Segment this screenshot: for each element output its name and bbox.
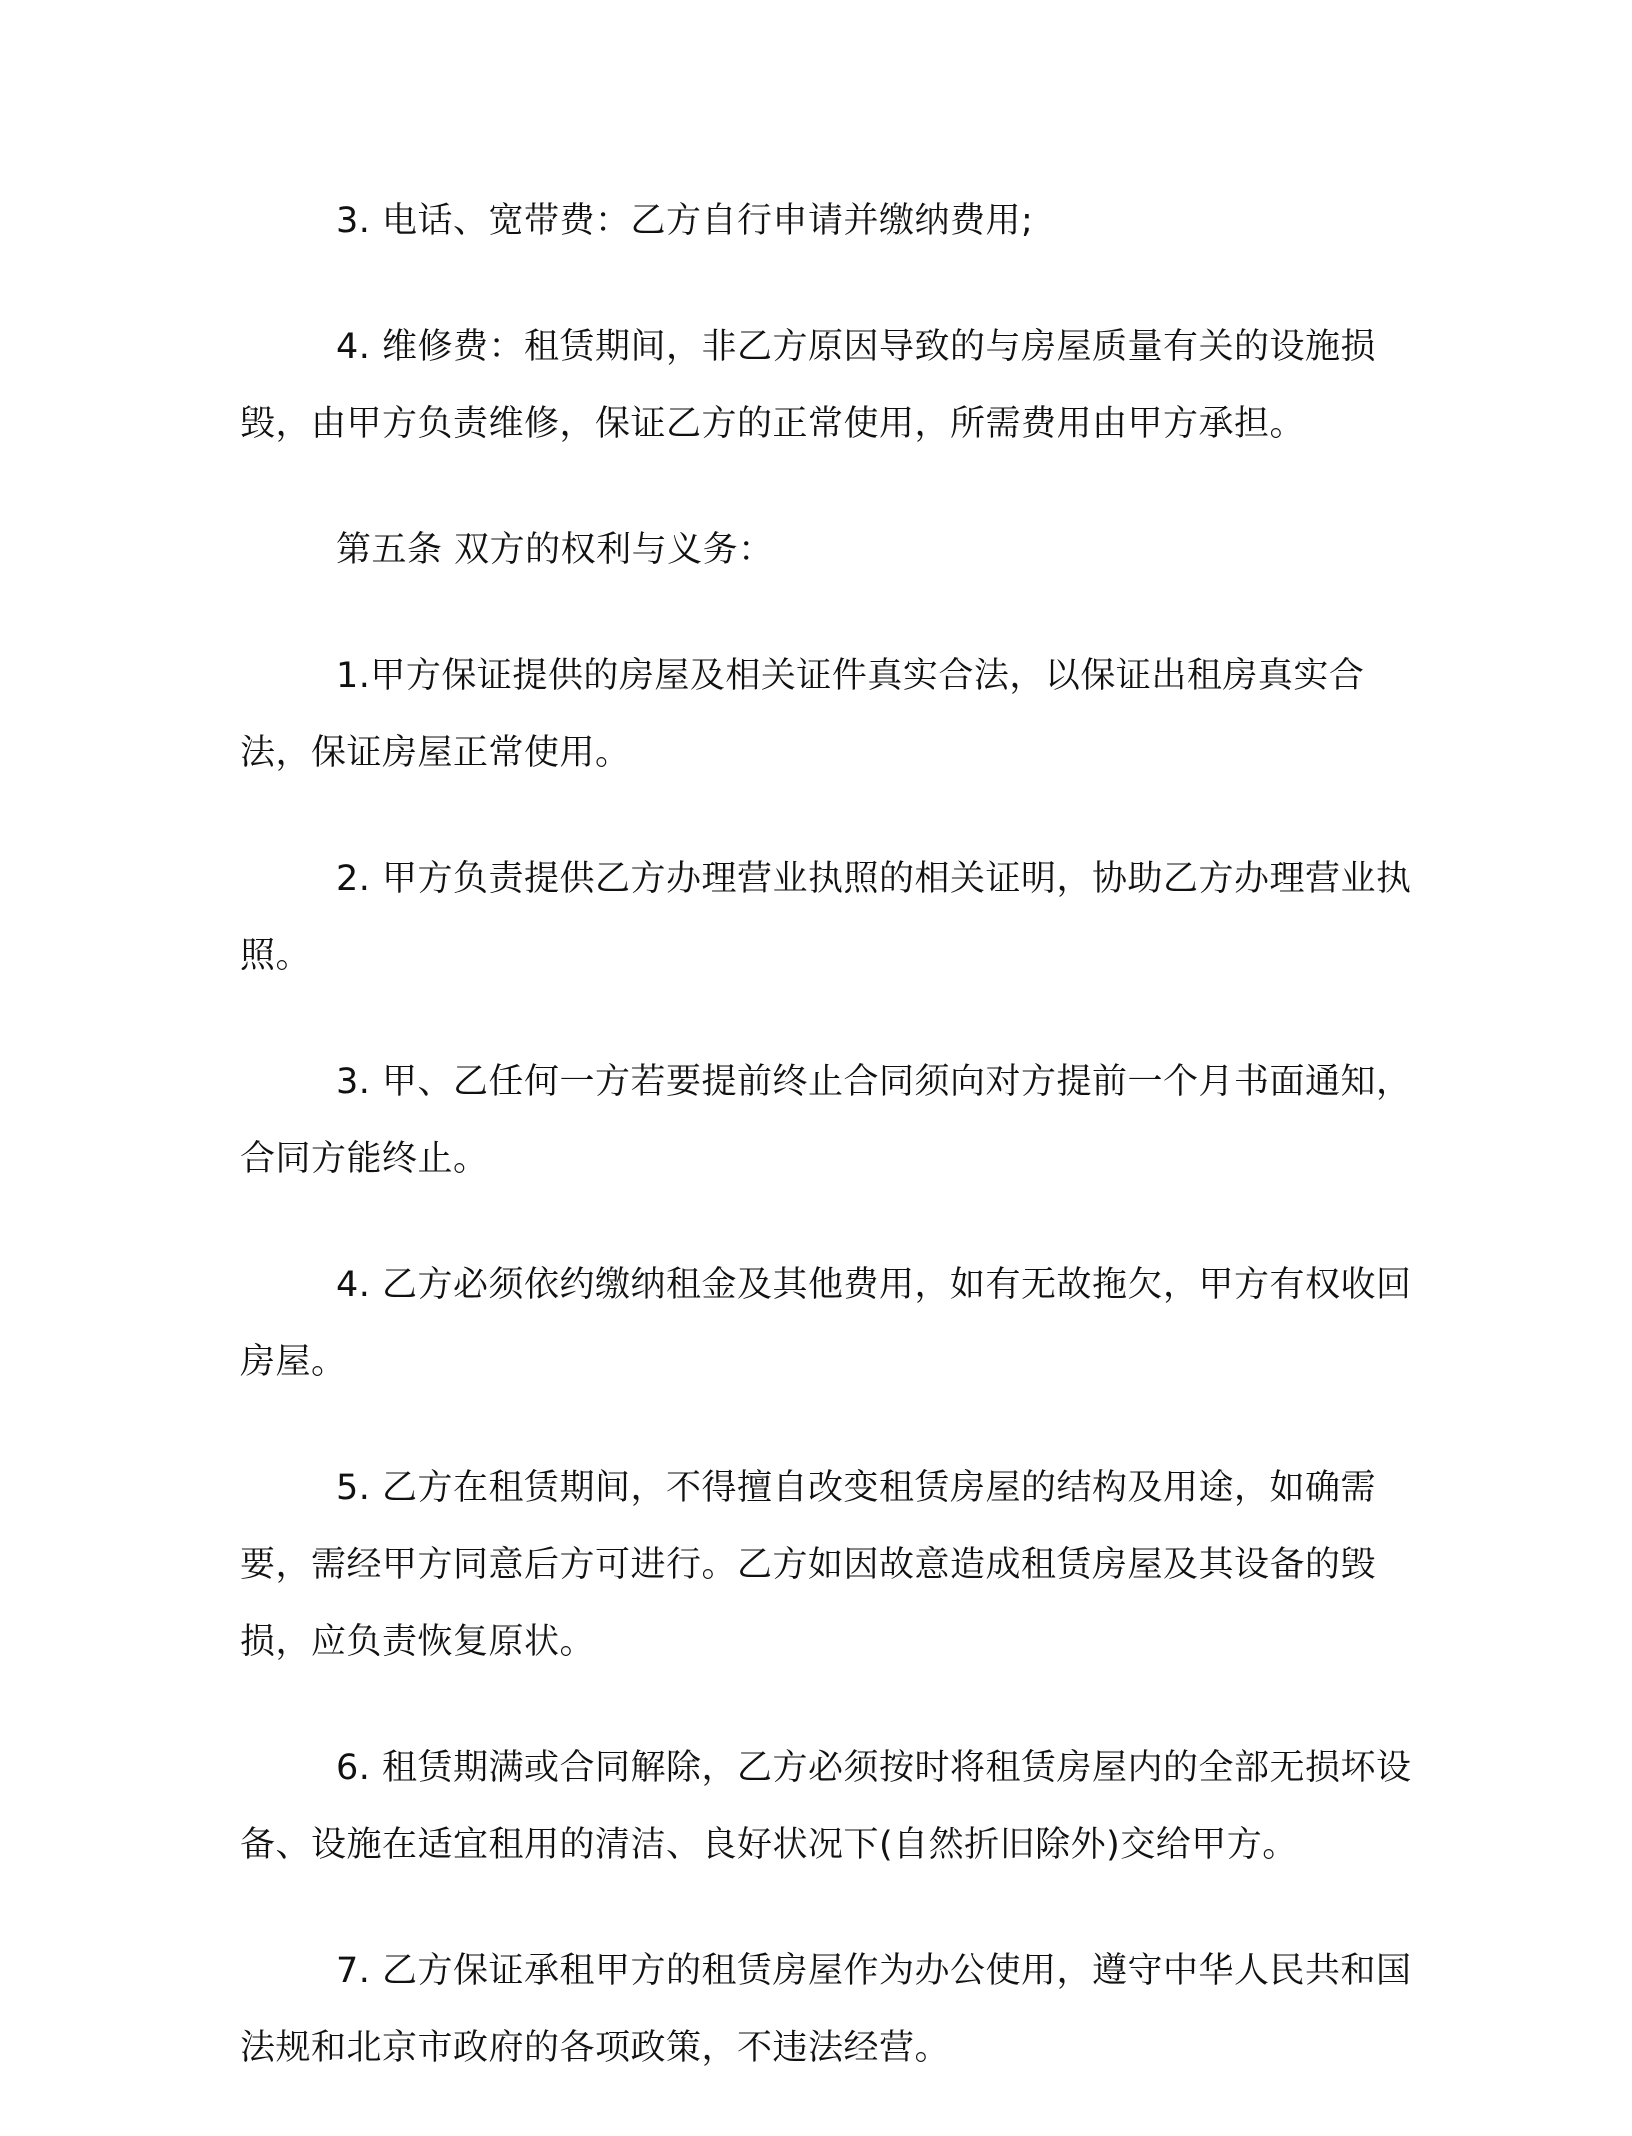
paragraph-fee-maintenance: 4. 维修费：租赁期间，非乙方原因导致的与房屋质量有关的设施损毁，由甲方负责维修，保证乙方的正常使用，所需费用由甲方承担。 [240, 327, 1377, 444]
paragraph-duty-3: 3. 甲、乙任何一方若要提前终止合同须向对方提前一个月书面通知，合同方能终止。 [240, 1062, 1412, 1179]
paragraph-duty-6: 6. 租赁期满或合同解除，乙方必须按时将租赁房屋内的全部无损坏设备、设施在适宜租用的清洁、良好状况下(自然折旧除外)交给甲方。 [240, 1748, 1412, 1865]
paragraph-duty-2: 2. 甲方负责提供乙方办理营业执照的相关证明，协助乙方办理营业执照。 [240, 859, 1412, 976]
paragraph-duty-7: 7. 乙方保证承租甲方的租赁房屋作为办公使用，遵守中华人民共和国法规和北京市政府的各项政策，不违法经营。 [240, 1951, 1412, 2068]
paragraph-duty-4: 4. 乙方必须依约缴纳租金及其他费用，如有无故拖欠，甲方有权收回房屋。 [240, 1265, 1412, 1382]
section-heading-article-5: 第五条 双方的权利与义务： [336, 530, 774, 570]
document-body [240, 183, 1420, 2136]
paragraph-duty-1: 1.甲方保证提供的房屋及相关证件真实合法，以保证出租房真实合法，保证房屋正常使用。 [240, 656, 1365, 773]
paragraph-fee-telephone-broadband: 3. 电话、宽带费：乙方自行申请并缴纳费用; [336, 201, 1034, 241]
paragraph-duty-5: 5. 乙方在租赁期间，不得擅自改变租赁房屋的结构及用途，如确需要，需经甲方同意后方可进行。乙方如因故意造成租赁房屋及其设备的毁损，应负责恢复原状。 [240, 1468, 1377, 1662]
